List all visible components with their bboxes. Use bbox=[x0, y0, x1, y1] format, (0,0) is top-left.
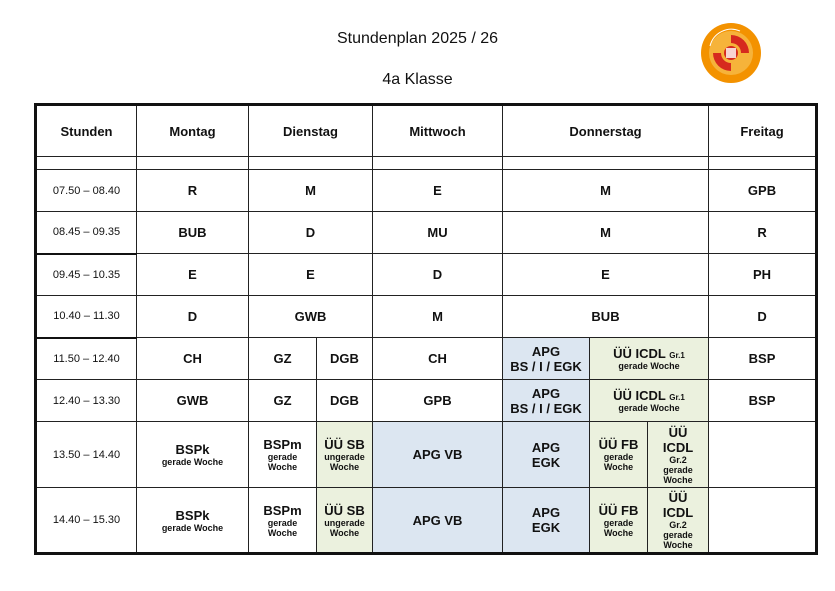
week-note: ungerade bbox=[324, 517, 365, 528]
lesson-cell bbox=[590, 422, 648, 488]
lesson-cell: BUB bbox=[137, 212, 249, 254]
lesson-cell bbox=[249, 422, 317, 488]
week-note: Woche bbox=[663, 474, 693, 485]
page-title: Stundenplan 2025 / 26 bbox=[336, 30, 499, 47]
lesson-cell bbox=[590, 338, 709, 380]
subject: ICDL bbox=[662, 505, 694, 520]
header-donnerstag: Donnerstag bbox=[503, 105, 709, 157]
subject: APG bbox=[531, 505, 561, 520]
header-stunden: Stunden bbox=[36, 105, 137, 157]
lesson-cell: BSP bbox=[709, 380, 817, 422]
lesson-cell bbox=[137, 422, 249, 488]
week-note: ungerade bbox=[324, 452, 365, 462]
week-note: Woche bbox=[603, 527, 634, 538]
week-note: gerade bbox=[267, 452, 298, 462]
lesson-cell bbox=[590, 488, 648, 554]
lesson-cell: BUB bbox=[503, 296, 709, 338]
time-cell: 12.40 – 13.30 bbox=[36, 380, 137, 422]
subject: ÜÜ bbox=[668, 490, 688, 505]
subject: ICDL bbox=[662, 439, 694, 455]
lesson-cell: CH bbox=[373, 338, 503, 380]
lesson-cell: DGB bbox=[317, 380, 373, 422]
lesson-cell bbox=[503, 338, 590, 380]
week-note: Woche bbox=[267, 462, 298, 472]
lesson-cell: GPB bbox=[709, 170, 817, 212]
week-note: Woche bbox=[329, 527, 360, 538]
lesson-cell bbox=[317, 422, 373, 488]
lesson-cell: M bbox=[503, 212, 709, 254]
lesson-cell: D bbox=[137, 296, 249, 338]
lesson-cell: BSP bbox=[709, 338, 817, 380]
time-cell: 11.50 – 12.40 bbox=[36, 338, 137, 380]
lesson-cell: E bbox=[373, 170, 503, 212]
time-cell: 08.45 – 09.35 bbox=[36, 212, 137, 254]
lesson-cell bbox=[648, 488, 709, 554]
subject-groups: EGK bbox=[531, 454, 561, 470]
lesson-cell bbox=[709, 422, 817, 488]
lesson-cell bbox=[648, 422, 709, 488]
week-note: gerade bbox=[663, 530, 693, 540]
lesson-cell: CH bbox=[137, 338, 249, 380]
table-row bbox=[36, 422, 817, 488]
week-note: Woche bbox=[603, 462, 634, 472]
lesson-cell: D bbox=[373, 254, 503, 296]
lesson-cell: GWB bbox=[137, 380, 249, 422]
lesson-cell: M bbox=[373, 296, 503, 338]
header-dienstag: Dienstag bbox=[249, 105, 373, 157]
header-freitag: Freitag bbox=[709, 105, 817, 157]
lesson-cell: M bbox=[503, 170, 709, 212]
subject-groups: BS / I / EGK bbox=[510, 400, 582, 416]
week-note: gerade Woche bbox=[618, 361, 680, 371]
week-note: gerade Woche bbox=[161, 522, 224, 533]
table-row bbox=[36, 296, 817, 338]
lesson-cell: GPB bbox=[373, 380, 503, 422]
lesson-cell bbox=[590, 380, 709, 422]
subject: ÜÜ bbox=[668, 424, 688, 440]
header-row bbox=[36, 105, 817, 157]
subject: ÜÜ ICDL bbox=[613, 388, 666, 403]
subject: APG bbox=[531, 439, 561, 455]
group-label: Gr.1 bbox=[669, 393, 685, 402]
lesson-cell bbox=[503, 380, 590, 422]
class-name: 4a Klasse bbox=[382, 71, 453, 88]
subject: ÜÜ FB bbox=[598, 437, 639, 452]
lesson-cell: DGB bbox=[317, 338, 373, 380]
lesson-cell bbox=[503, 422, 590, 488]
week-note: Woche bbox=[663, 540, 693, 550]
lesson-cell: R bbox=[137, 170, 249, 212]
lesson-cell bbox=[249, 488, 317, 554]
lesson-cell bbox=[317, 488, 373, 554]
subject: BSPk bbox=[175, 442, 210, 457]
lesson-cell: MU bbox=[373, 212, 503, 254]
week-note: gerade bbox=[603, 517, 634, 528]
table-row bbox=[36, 488, 817, 554]
time-cell: 14.40 – 15.30 bbox=[36, 488, 137, 554]
time-cell: 13.50 – 14.40 bbox=[36, 422, 137, 488]
subject: ÜÜ SB bbox=[324, 502, 365, 518]
subject: BSPm bbox=[263, 502, 302, 518]
group-label: Gr.2 bbox=[669, 454, 687, 465]
table-row bbox=[36, 380, 817, 422]
time-cell: 09.45 – 10.35 bbox=[36, 254, 137, 296]
header-montag: Montag bbox=[137, 105, 249, 157]
lesson-cell: D bbox=[709, 296, 817, 338]
lesson-cell: M bbox=[249, 170, 373, 212]
subject-groups: EGK bbox=[531, 520, 561, 535]
table-row bbox=[36, 170, 817, 212]
subject: ÜÜ FB bbox=[598, 502, 639, 518]
week-note: gerade bbox=[663, 464, 693, 475]
group-label: Gr.1 bbox=[669, 351, 685, 360]
lesson-cell: PH bbox=[709, 254, 817, 296]
lesson-cell: D bbox=[249, 212, 373, 254]
subject: APG bbox=[531, 385, 561, 401]
lesson-cell: GWB bbox=[249, 296, 373, 338]
lesson-cell bbox=[709, 488, 817, 554]
subject: BSPm bbox=[263, 437, 302, 452]
header-mittwoch: Mittwoch bbox=[373, 105, 503, 157]
subject: ÜÜ ICDL bbox=[613, 346, 666, 361]
time-cell: 10.40 – 11.30 bbox=[36, 296, 137, 338]
time-cell: 07.50 – 08.40 bbox=[36, 170, 137, 212]
subject: ÜÜ SB bbox=[324, 437, 365, 452]
lesson-cell: E bbox=[249, 254, 373, 296]
table-row bbox=[36, 254, 817, 296]
lesson-cell bbox=[503, 488, 590, 554]
lesson-cell: R bbox=[709, 212, 817, 254]
week-note: Woche bbox=[267, 527, 298, 538]
week-note: Woche bbox=[329, 462, 360, 472]
lesson-cell: APG VB bbox=[373, 422, 503, 488]
lesson-cell: GZ bbox=[249, 380, 317, 422]
week-note: gerade Woche bbox=[161, 457, 224, 467]
lesson-cell: APG VB bbox=[373, 488, 503, 554]
subject-groups: BS / I / EGK bbox=[510, 358, 582, 374]
spacer-row bbox=[36, 157, 817, 170]
week-note: gerade Woche bbox=[618, 403, 680, 413]
school-logo-icon bbox=[700, 22, 762, 84]
week-note: gerade bbox=[267, 517, 298, 528]
lesson-cell: E bbox=[137, 254, 249, 296]
lesson-cell: E bbox=[503, 254, 709, 296]
table-row bbox=[36, 212, 817, 254]
week-note: gerade bbox=[603, 452, 634, 462]
lesson-cell: GZ bbox=[249, 338, 317, 380]
group-label: Gr.2 bbox=[669, 520, 687, 530]
subject: APG bbox=[531, 343, 561, 359]
lesson-cell bbox=[137, 488, 249, 554]
subject: BSPk bbox=[175, 507, 210, 523]
table-row bbox=[36, 338, 817, 380]
timetable bbox=[34, 103, 818, 555]
